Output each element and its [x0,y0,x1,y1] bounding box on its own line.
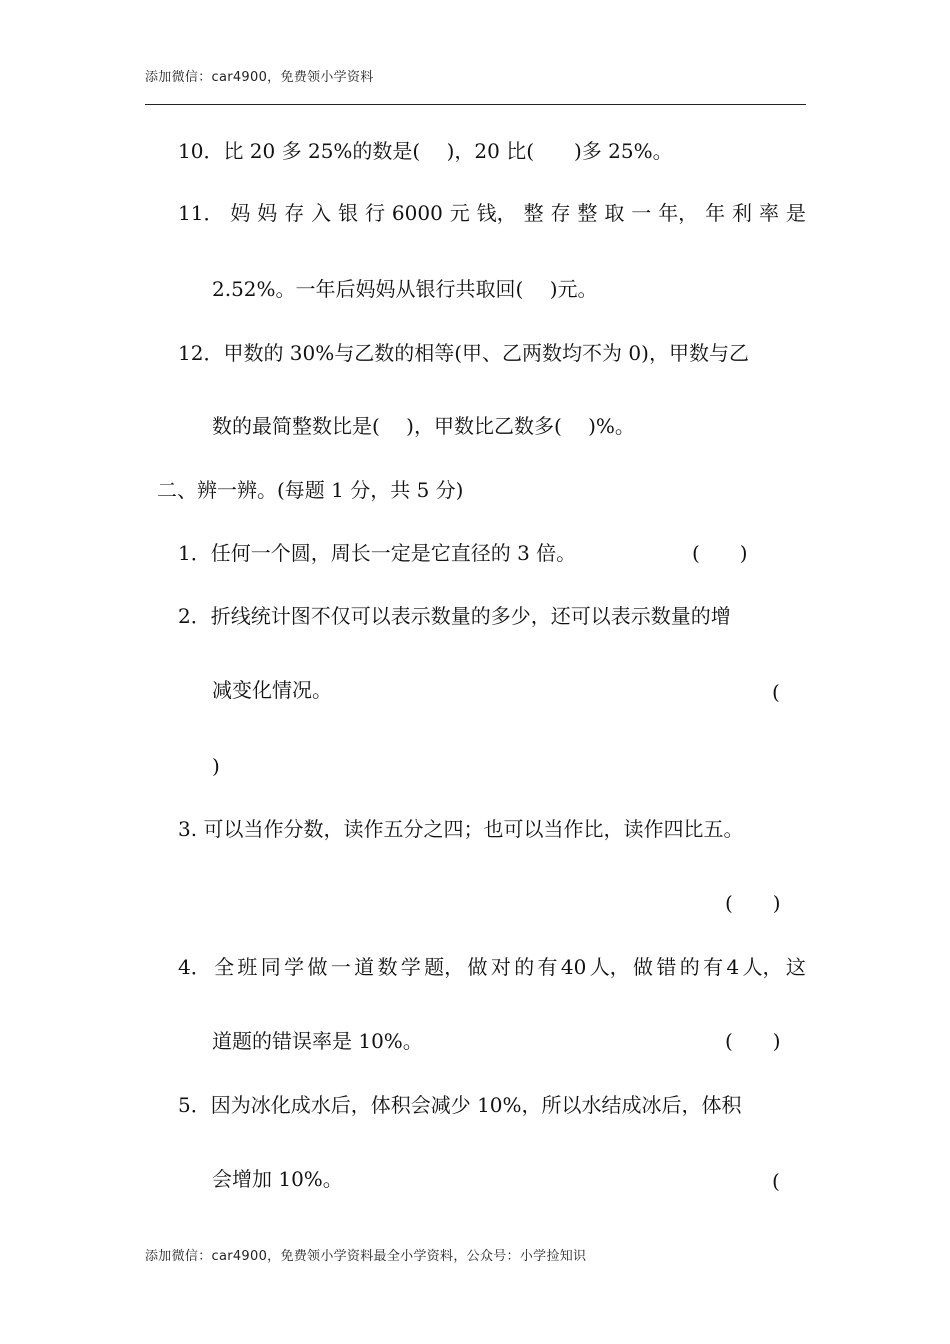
question-11-line-1 [178,200,806,226]
page-footer: 添加微信：car4900，免费领小学资料最全小学资料，公众号：小学捡知识 [145,1249,587,1264]
judge-answer-blank-4: ( ) [725,1029,781,1053]
question-11-line-1-segment: 11． [178,201,224,225]
judge-question-4-line-1-segment: 4． [178,955,211,979]
judge-question-4-line-1-segment: 学 [400,955,421,979]
question-11-line-1-segment: 年， [658,201,699,225]
judge-answer-blank-1: ( ) [692,541,748,565]
question-12-line-1: 12．甲数的 30%与乙数的相等(甲、乙两数均不为 0)，甲数与乙 [178,341,749,365]
judge-question-4-line-2: 道题的错误率是 10%。 [212,1029,423,1053]
judge-question-4-line-1-segment: 做 [467,955,488,979]
judge-question-4-line-1-segment: 学 [284,955,305,979]
question-10: 10．比 20 多 25%的数是( )，20 比( )多 25%。 [178,139,673,163]
question-11-line-1-segment: 银 [338,201,359,225]
judge-question-4-line-1-segment: 数 [377,955,398,979]
judge-question-4-line-1-segment: 4 [726,955,740,979]
judge-question-4-line-1-segment: 做 [633,955,654,979]
judge-question-5-line-1: 5．因为冰化成水后，体积会减少 10%，所以水结成冰后，体积 [178,1093,742,1117]
judge-question-1: 1．任何一个圆，周长一定是它直径的 3 倍。 [178,541,577,565]
judge-question-4-line-1-segment: 人， [589,955,630,979]
question-11-line-1-segment: 是 [785,201,806,225]
judge-question-4-line-1-segment: 有 [703,955,724,979]
judge-question-4-line-1-segment: 班 [237,955,258,979]
question-11-line-1-segment: 年 [705,201,726,225]
question-11-line-2: 2.52%。一年后妈妈从银行共取回( )元。 [212,277,598,301]
judge-answer-blank-2-open: ( [772,680,780,704]
page-header: 添加微信：car4900，免费领小学资料 [145,70,374,85]
judge-question-3: 3. 可以当作分数，读作五分之四；也可以当作比，读作四比五。 [178,817,744,841]
question-11-line-1-segment: 取 [604,201,625,225]
judge-question-4-line-1-segment: 全 [214,955,235,979]
judge-question-4-line-1-segment: 人， [742,955,783,979]
judge-question-4-line-1-segment: 同 [260,955,281,979]
judge-question-4-line-1-segment: 40 [560,955,587,979]
judge-answer-blank-2-close: ) [212,754,220,778]
judge-question-4-line-1-segment: 一 [330,955,351,979]
judge-question-4-line-1-segment: 对 [490,955,511,979]
judge-question-4-line-1-segment: 错 [656,955,677,979]
judge-question-4-line-1-segment: 有 [537,955,558,979]
question-11-line-1-segment: 利 [732,201,753,225]
section-2-heading: 二、辨一辨。(每题 1 分，共 5 分) [157,478,464,502]
judge-question-4-line-1-segment: 的 [679,955,700,979]
judge-question-4-line-1-segment: 的 [514,955,535,979]
question-11-line-1-segment: 整 [577,201,598,225]
judge-answer-blank-3: ( ) [725,891,781,915]
question-11-line-1-segment: 妈 [257,201,278,225]
question-11-line-1-segment: 6000 [391,201,443,225]
judge-question-2-line-2: 减变化情况。 [212,678,332,702]
question-11-line-1-segment: 元 [449,201,470,225]
judge-question-4-line-1-segment: 题， [424,955,465,979]
question-11-line-1-segment: 钱， [476,201,517,225]
question-11-line-1-segment: 行 [364,201,385,225]
question-11-line-1-segment: 整 [523,201,544,225]
judge-question-4-line-1-segment: 做 [307,955,328,979]
judge-question-4-line-1 [178,954,806,980]
question-11-line-1-segment: 入 [311,201,332,225]
judge-question-2-line-1: 2．折线统计图不仅可以表示数量的多少，还可以表示数量的增 [178,604,731,628]
question-11-line-1-segment: 存 [284,201,305,225]
judge-question-4-line-1-segment: 这 [785,955,806,979]
judge-answer-blank-5-open: ( [772,1169,780,1193]
judge-question-5-line-2: 会增加 10%。 [212,1167,343,1191]
question-11-line-1-segment: 一 [631,201,652,225]
question-12-line-2: 数的最简整数比是( )，甲数比乙数多( )%。 [212,414,635,438]
question-11-line-1-segment: 率 [758,201,779,225]
header-divider [145,104,806,105]
question-11-line-1-segment: 妈 [230,201,251,225]
question-11-line-1-segment: 存 [550,201,571,225]
judge-question-4-line-1-segment: 道 [354,955,375,979]
